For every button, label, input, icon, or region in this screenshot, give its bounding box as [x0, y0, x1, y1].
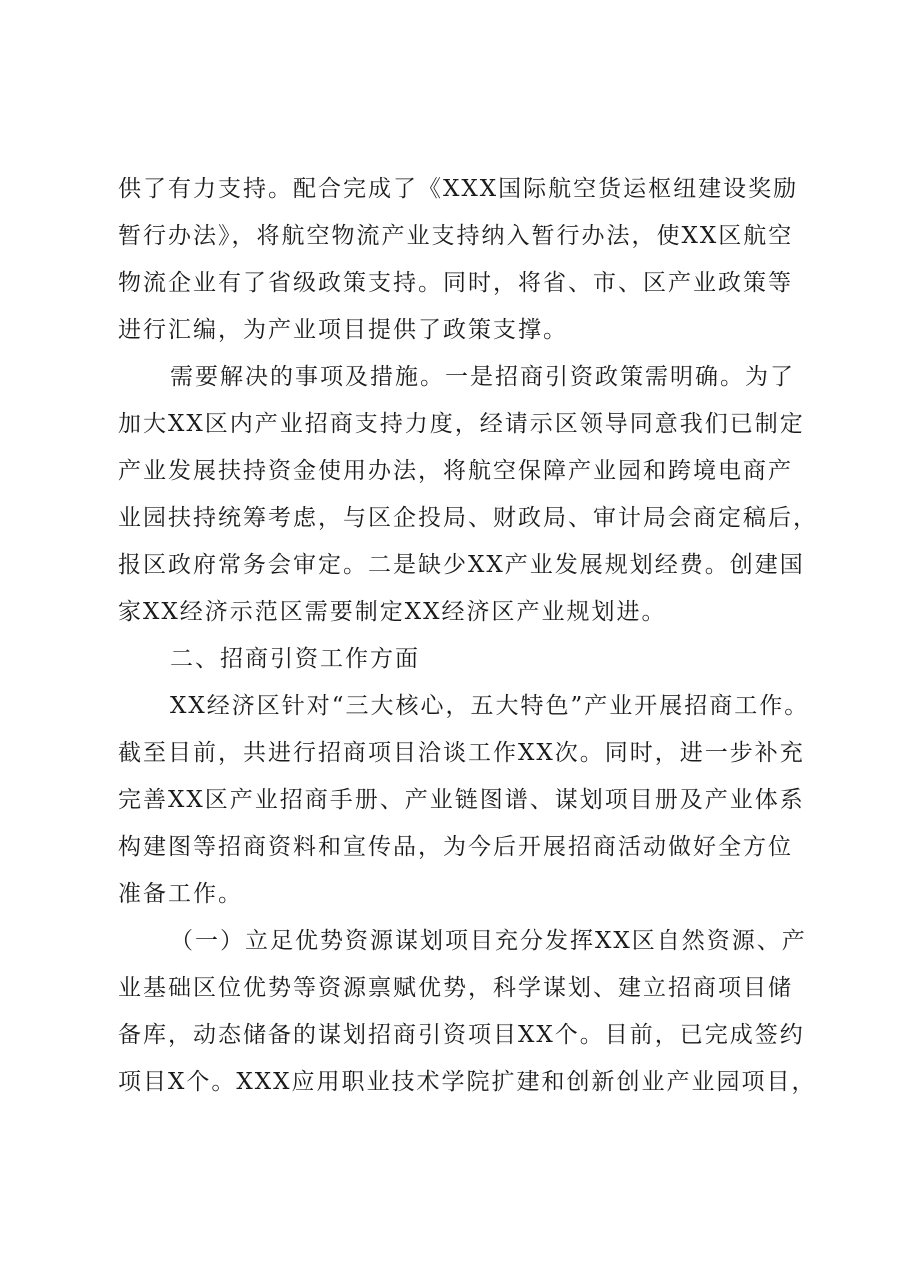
paragraph-start-line: （一）立足优势资源谋划项目充分发挥XX区自然资源、产 [170, 928, 807, 954]
document-body [118, 166, 818, 1106]
text-line: 备库，动态储备的谋划招商引资项目XX个。目前，已完成签约 [118, 1022, 805, 1048]
text-line: 准备工作。 [118, 881, 243, 907]
text-line: 项目X个。XXX应用职业技术学院扩建和创新创业产业园项目， [118, 1069, 817, 1095]
text-line: 业园扶持统筹考虑，与区企投局、财政局、审计局会商定稿后， [118, 505, 818, 531]
paragraph-start-line: XX经济区针对“三大核心，五大特色”产业开展招商工作。 [170, 693, 810, 719]
section-heading: 二、招商引资工作方面 [170, 646, 420, 672]
text-line: 进行汇编，为产业项目提供了政策支撑。 [118, 317, 568, 343]
text-line: 截至目前，共进行招商项目洽谈工作XX次。同时，进一步补充 [118, 740, 805, 766]
paragraph-start-line: 需要解决的事项及措施。一是招商引资政策需明确。为了 [170, 364, 795, 390]
text-line: 供了有力支持。配合完成了《XXX国际航空货运枢纽建设奖励 [118, 176, 799, 202]
text-line: 物流企业有了省级政策支持。同时，将省、市、区产业政策等 [118, 270, 793, 296]
text-line: 产业发展扶持资金使用办法，将航空保障产业园和跨境电商产 [118, 458, 793, 484]
text-line: 报区政府常务会审定。二是缺少XX产业发展规划经费。创建国 [118, 552, 805, 578]
text-line: 家XX经济示范区需要制定XX经济区产业规划进。 [118, 599, 667, 625]
text-line: 业基础区位优势等资源禀赋优势，科学谋划、建立招商项目储 [118, 975, 793, 1001]
text-line: 完善XX区产业招商手册、产业链图谱、谋划项目册及产业体系 [118, 787, 805, 813]
text-line: 暂行办法》，将航空物流产业支持纳入暂行办法，使XX区航空 [118, 223, 794, 249]
text-line: 构建图等招商资料和宣传品，为今后开展招商活动做好全方位 [118, 834, 793, 860]
text-line: 加大XX区内产业招商支持力度，经请示区领导同意我们已制定 [118, 411, 805, 437]
